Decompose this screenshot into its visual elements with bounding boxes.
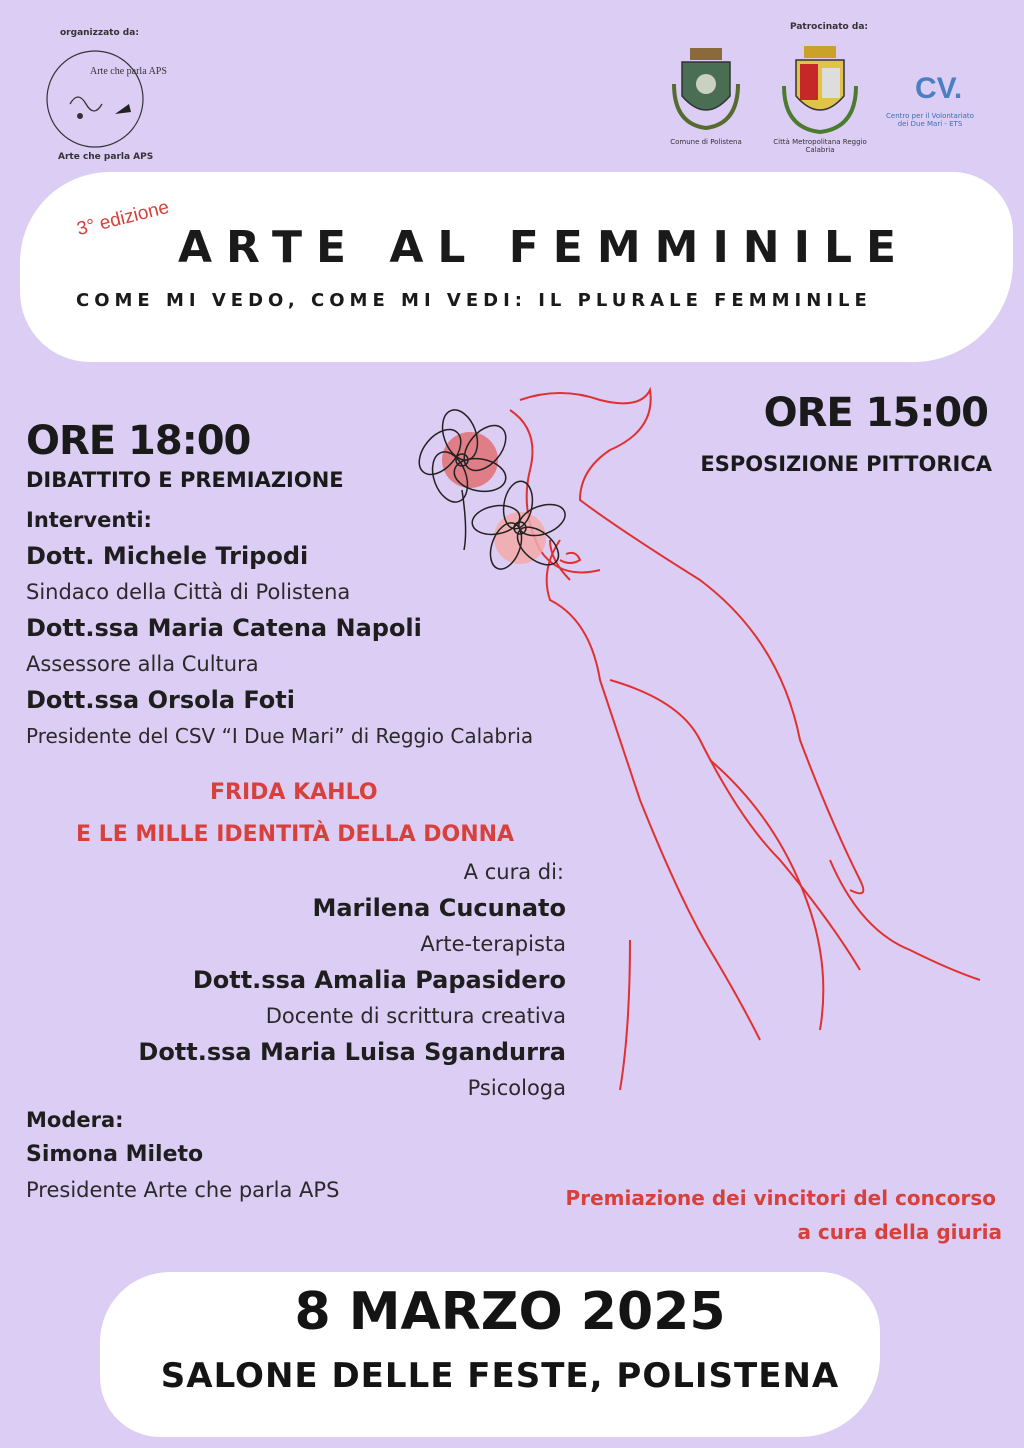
curator-role: Psicologa bbox=[467, 1076, 566, 1100]
talk-title-line2: E LE MILLE IDENTITÀ DELLA DONNA bbox=[76, 822, 515, 847]
comune-crest-icon bbox=[668, 44, 744, 136]
award-line1: Premiazione dei vincitori del concorso bbox=[565, 1186, 996, 1210]
afternoon-time: ORE 15:00 bbox=[763, 390, 988, 436]
moderator-label: Modera: bbox=[26, 1108, 124, 1132]
talk-title-line1: FRIDA KAHLO bbox=[210, 780, 378, 805]
speaker-name: Dott. Michele Tripodi bbox=[26, 542, 309, 570]
curator-name: Dott.ssa Maria Luisa Sgandurra bbox=[138, 1038, 566, 1066]
afternoon-label: ESPOSIZIONE PITTORICA bbox=[700, 452, 992, 476]
curator-name: Dott.ssa Amalia Papasidero bbox=[192, 966, 566, 994]
speaker-name: Dott.ssa Maria Catena Napoli bbox=[26, 614, 422, 642]
speaker-role: Assessore alla Cultura bbox=[26, 652, 259, 676]
organizer-logo-text: Arte che parla APS bbox=[90, 66, 167, 77]
sponsor-name-metropolitan: Città Metropolitana Reggio Calabria bbox=[773, 138, 867, 154]
metropolitan-crest-icon bbox=[778, 44, 862, 136]
organizer-label: organizzato da: bbox=[60, 28, 139, 38]
speaker-name: Dott.ssa Orsola Foti bbox=[26, 686, 295, 714]
speaker-role: Sindaco della Città di Polistena bbox=[26, 580, 351, 604]
sponsor-name-csv: Centro per il Volontariato dei Due Mari - ETS bbox=[886, 112, 974, 128]
evening-time: ORE 18:00 bbox=[26, 418, 251, 464]
organizer-logo bbox=[40, 44, 167, 154]
organizer-name: Arte che parla APS bbox=[58, 152, 154, 162]
csv-logo-text: CV. bbox=[915, 72, 963, 105]
event-date: 8 MARZO 2025 bbox=[294, 1282, 726, 1342]
evening-label: DIBATTITO E PREMIAZIONE bbox=[26, 468, 344, 492]
moderator-role: Presidente Arte che parla APS bbox=[26, 1178, 340, 1202]
edition-label: 3° edizione bbox=[74, 196, 172, 241]
event-subtitle: COME MI VEDO, COME MI VEDI: IL PLURALE FEMMINILE bbox=[76, 290, 872, 311]
interventions-label: Interventi: bbox=[26, 508, 152, 532]
curator-role: Docente di scrittura creativa bbox=[265, 1004, 566, 1028]
event-venue: SALONE DELLE FESTE, POLISTENA bbox=[160, 1356, 840, 1396]
event-title: ARTE AL FEMMINILE bbox=[178, 222, 911, 273]
curated-label: A cura di: bbox=[463, 860, 564, 884]
curator-name: Marilena Cucunato bbox=[312, 894, 566, 922]
moderator-name: Simona Mileto bbox=[26, 1142, 204, 1167]
award-line2: a cura della giuria bbox=[797, 1220, 1002, 1244]
csv-logo bbox=[915, 72, 975, 112]
speaker-role: Presidente del CSV “I Due Mari” di Reggio Calabria bbox=[26, 724, 534, 748]
curator-role: Arte-terapista bbox=[420, 932, 566, 956]
sponsor-name-comune: Comune di Polistena bbox=[670, 138, 742, 146]
sponsors-label: Patrocinato da: bbox=[790, 22, 868, 32]
